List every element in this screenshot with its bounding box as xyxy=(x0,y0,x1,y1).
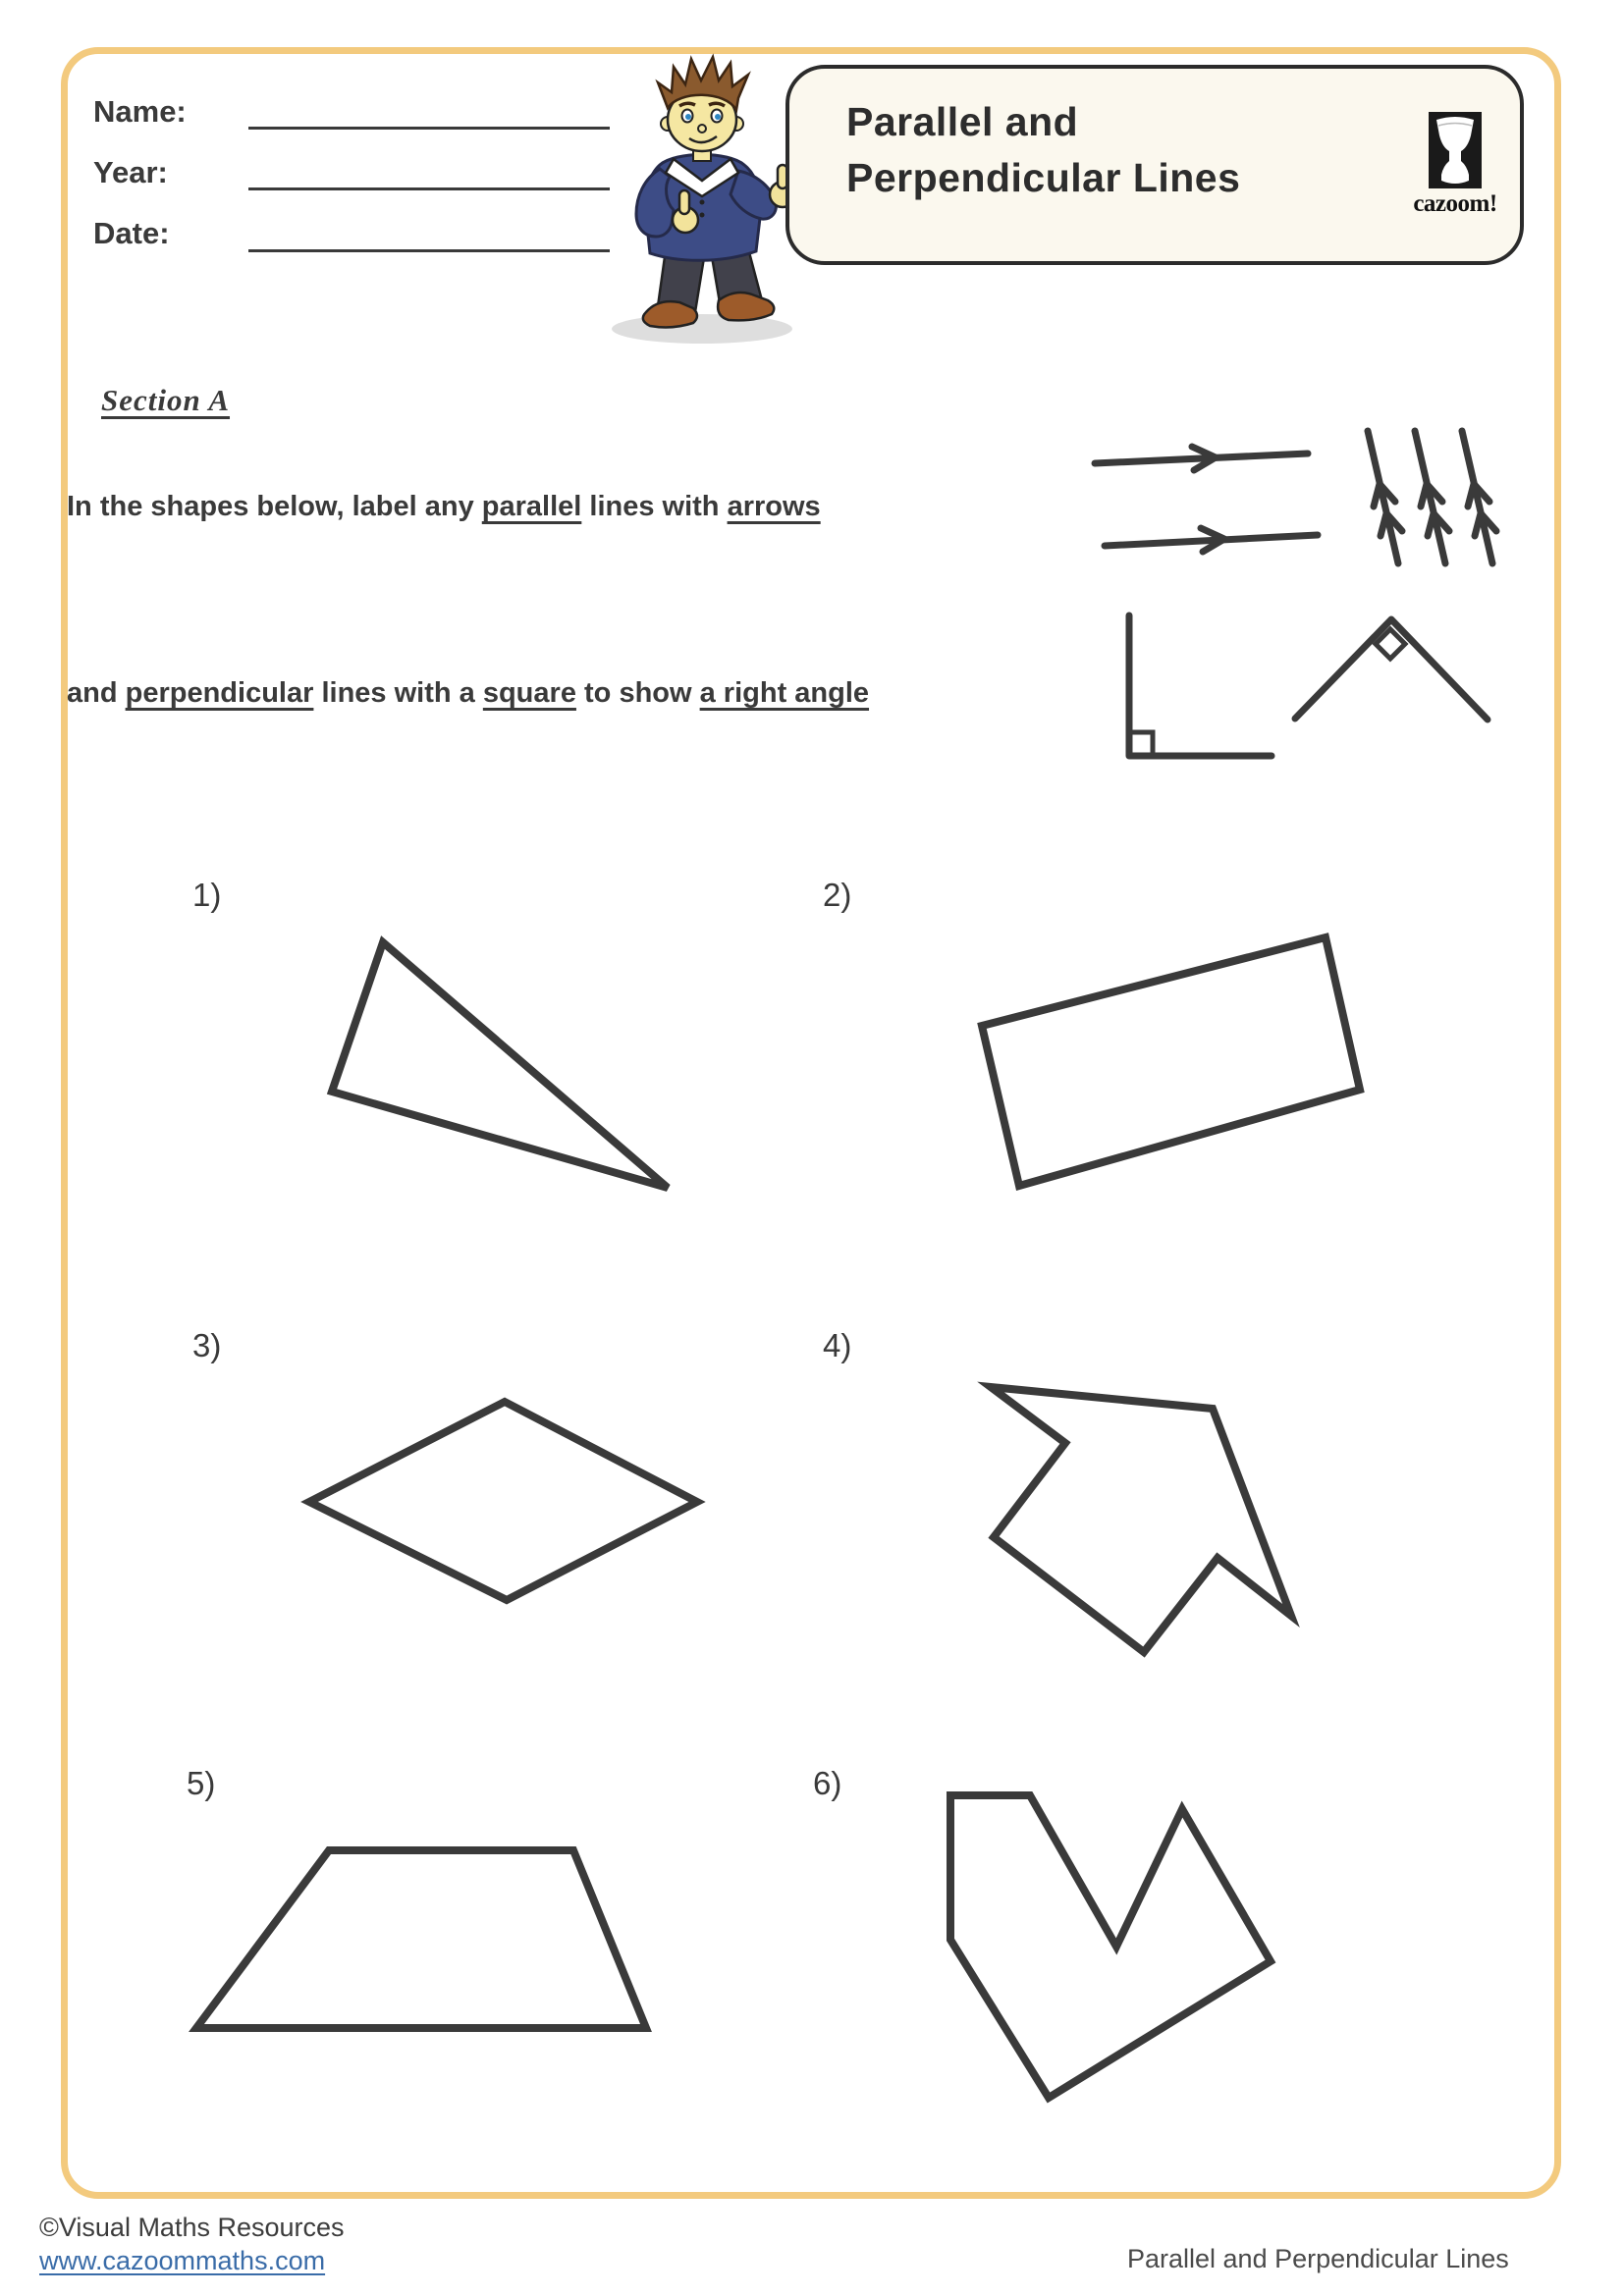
shape-rectangle xyxy=(982,937,1360,1186)
problem-label-triangle: 1) xyxy=(192,877,222,913)
problem-label-rhombus: 3) xyxy=(192,1327,222,1363)
roof-right-angle-icon xyxy=(1295,619,1488,720)
problem-shapes-group xyxy=(196,937,1360,2098)
instruction-text: and xyxy=(67,677,126,709)
year-label: Year: xyxy=(93,155,168,189)
underlined-term: arrows xyxy=(727,491,821,522)
shape-concave-heptagon xyxy=(950,1795,1271,2098)
shape-arrow-heptagon xyxy=(991,1387,1291,1652)
parallel-lines-arrows-icon xyxy=(1095,447,1318,552)
footer-document-title: Parallel and Perpendicular Lines xyxy=(1127,2244,1509,2273)
shape-trapezium xyxy=(196,1850,646,2028)
problem-label-concave-heptagon: 6) xyxy=(813,1765,842,1801)
underlined-term: perpendicular xyxy=(125,677,314,709)
problem-label-trapezium: 5) xyxy=(187,1765,216,1801)
parallel-lines-tick-marks-icon xyxy=(1368,431,1496,563)
shape-rhombus xyxy=(309,1402,697,1600)
underlined-term: parallel xyxy=(481,491,582,522)
instruction-text: In the shapes below, label any xyxy=(67,491,482,522)
logo-caption: cazoom! xyxy=(1413,190,1497,217)
underlined-term: a right angle xyxy=(699,677,870,709)
instruction-text: to show xyxy=(575,677,700,709)
name-label: Name: xyxy=(93,94,187,129)
right-angle-square-icon xyxy=(1129,615,1272,756)
underlined-term: square xyxy=(482,677,576,709)
section-a-heading: Section A xyxy=(101,383,231,417)
footer-copyright: ©Visual Maths Resources xyxy=(39,2213,345,2242)
footer-website-link[interactable]: www.cazoommaths.com xyxy=(39,2246,326,2275)
title-line-2: Perpendicular Lines xyxy=(846,155,1241,200)
shape-triangle xyxy=(332,942,668,1188)
title-line-1: Parallel and xyxy=(846,99,1079,144)
instruction-text: lines with a xyxy=(313,677,483,709)
instruction-text: lines with xyxy=(581,491,728,522)
problem-label-arrow-heptagon: 4) xyxy=(823,1327,852,1363)
date-label: Date: xyxy=(93,216,170,250)
problem-label-rectangle: 2) xyxy=(823,877,852,913)
